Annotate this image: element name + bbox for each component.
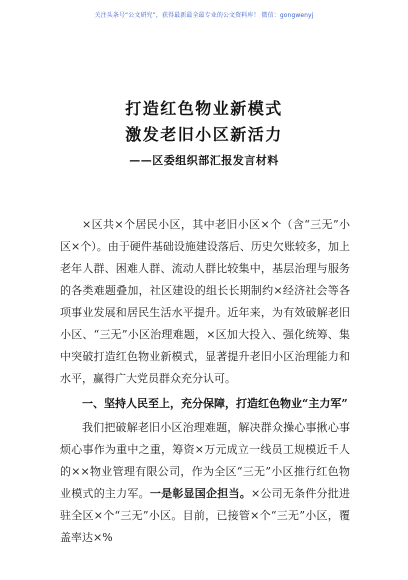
document-body <box>60 214 350 549</box>
paragraph-section-1-text-b: ×公司无条件分批进驻全区×个“三无”小区。目前，已接管×个“三无”小区，覆盖率达×% <box>60 487 351 544</box>
paragraph-section-1-text-a: 我们把破解老旧小区治理难题，解决群众操心事揪心事烦心事作为重中之重，筹资×万元成立一线员工规模近千人的××物业管理有限公司，作为全区“三无”小区推行红色物业模式的主力军。 <box>60 421 350 500</box>
title-block <box>0 96 408 170</box>
document-subtitle: ——区委组织部汇报发言材料 <box>129 154 279 167</box>
paragraph-section-1-bold: 一是彰显国企担当。 <box>149 487 251 500</box>
document-title-line-2: 激发老旧小区新活力 <box>125 125 283 144</box>
document-title-line-1: 打造红色物业新模式 <box>125 99 283 118</box>
section-heading-1: 一、坚持人民至上，充分保障，打造红色物业“主力军” <box>82 397 348 410</box>
paragraph-section-1 <box>60 417 350 549</box>
header-banner: 关注头条号“公文研究”，获得最新最全最专业的公文资料库！ 微信：gongwenyj <box>94 12 314 19</box>
paragraph-intro: ×区共×个居民小区，其中老旧小区×个（含“三无”小区×个）。由于硬件基础设施建设落后、历史欠账较多，加上老年人群、困难人群、流动人群比较集中，基层治理与服务的各类难题叠加，社区建设的组长长期制约×经济社会等各项事业发展和居民生活水平提升。近年来，为有效破解老旧小区、“三无”小区治理难题，×区加大投入、强化统筹、集中突破打造红色物业新模式，显著提升老旧小区治理能力和水平，赢得广大党员群众充分认可。 <box>60 218 350 385</box>
